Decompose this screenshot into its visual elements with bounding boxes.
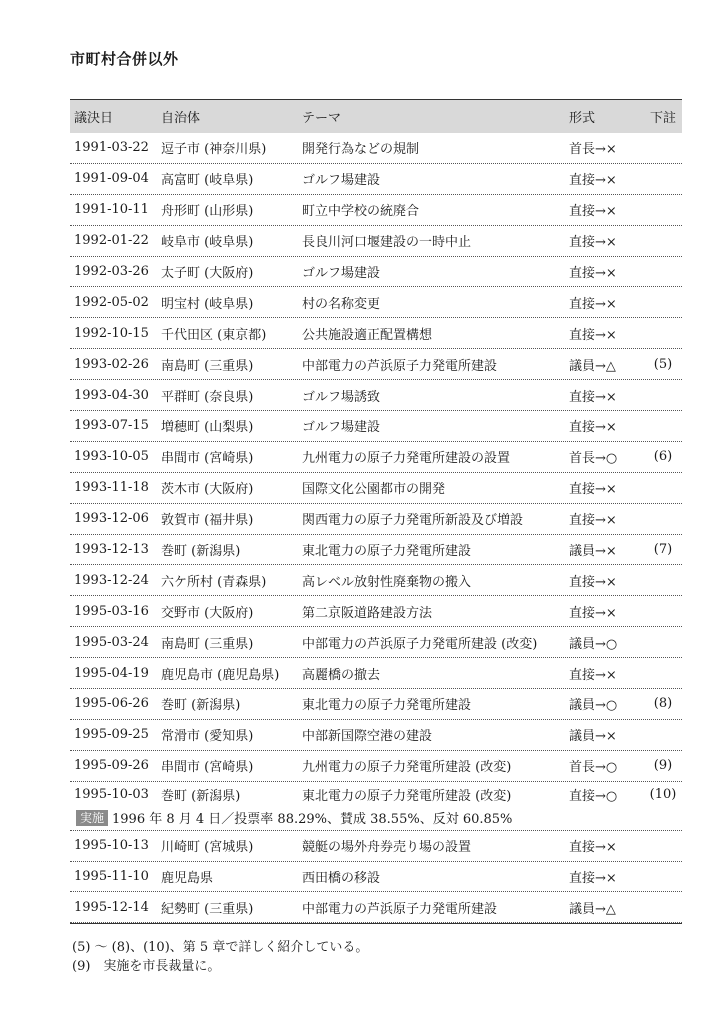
cell-date: 1992-01-22: [74, 233, 149, 249]
cell-date: 1992-03-26: [74, 264, 149, 279]
cell-form: 議員→△: [569, 901, 616, 917]
table-row: [70, 627, 682, 658]
cell-municipality: 千代田区 (東京都): [161, 327, 267, 343]
table-row: [70, 892, 682, 923]
table-body-part1: [70, 133, 682, 782]
cell-form: 直接→○: [569, 789, 618, 805]
cell-municipality: 敦賀市 (福井県): [161, 513, 254, 529]
cell-date: 1995-10-03: [74, 787, 149, 803]
cell-form: 直接→×: [569, 389, 617, 405]
table-row: [70, 565, 682, 596]
cell-municipality: 鹿児島市 (鹿児島県): [161, 667, 280, 683]
table-row: [70, 535, 682, 566]
cell-theme: ゴルフ場建設: [302, 420, 381, 436]
table-row: [70, 442, 682, 473]
header-municipality: 自治体: [161, 111, 201, 126]
cell-date: 1993-07-15: [74, 418, 149, 434]
table-row: [70, 133, 682, 164]
cell-form: 直接→×: [569, 605, 617, 621]
cell-form: 直接→×: [569, 173, 617, 189]
cell-date: 1993-11-18: [74, 480, 149, 496]
cell-form: 直接→×: [569, 235, 617, 251]
referendum-table: [70, 99, 682, 924]
cell-form: 議員→△: [569, 358, 616, 374]
cell-date: 1995-06-26: [74, 696, 149, 712]
table-row: [70, 862, 682, 893]
cell-date: 1992-10-15: [74, 325, 149, 341]
cell-date: 1995-11-10: [74, 869, 149, 885]
cell-date: 1993-12-06: [74, 511, 149, 527]
cell-form: 首長→×: [569, 142, 617, 158]
cell-form: 直接→×: [569, 327, 617, 343]
cell-date: 1995-03-24: [74, 634, 149, 650]
footnote-line: (9) 実施を市長裁量に。: [72, 959, 221, 974]
cell-date: 1991-09-04: [74, 171, 149, 187]
cell-theme: 開発行為などの規制: [302, 142, 420, 158]
table-row: [70, 257, 682, 288]
cell-date: 1995-09-25: [74, 727, 149, 743]
cell-footnote: (6): [653, 449, 673, 465]
cell-municipality: 平群町 (奈良県): [161, 389, 254, 405]
table-row: [70, 658, 682, 689]
cell-form: 議員→×: [569, 729, 617, 745]
footnotes: [72, 938, 368, 976]
table-row: [70, 380, 682, 411]
cell-municipality: 巻町 (新潟県): [161, 544, 241, 560]
cell-theme: ゴルフ場誘致: [302, 389, 381, 405]
cell-municipality: 高富町 (岐阜県): [161, 173, 254, 189]
cell-form: 直接→×: [569, 574, 617, 590]
vote-result-note: 1996 年 8 月 4 日／投票率 88.29%、賛成 38.55%、反対 60.85%: [112, 812, 513, 828]
cell-theme: 町立中学校の統廃合: [302, 204, 420, 220]
cell-municipality: 増穂町 (山梨県): [161, 420, 254, 436]
cell-theme: 関西電力の原子力発電所新設及び増設: [302, 513, 524, 529]
cell-municipality: 常滑市 (愛知県): [161, 729, 254, 745]
cell-form: 議員→×: [569, 544, 617, 560]
cell-theme: 村の名称変更: [302, 296, 381, 312]
cell-municipality: 川崎町 (宮城県): [161, 840, 254, 856]
cell-date: 1995-12-14: [74, 899, 149, 915]
cell-form: 直接→×: [569, 840, 617, 856]
cell-form: 首長→○: [569, 760, 618, 776]
cell-municipality: 六ケ所村 (青森県): [161, 574, 267, 590]
cell-theme: 高レベル放射性廃棄物の搬入: [302, 574, 472, 590]
table-body-part2: [70, 831, 682, 924]
cell-theme: 競艇の場外舟券売り場の設置: [302, 840, 472, 856]
cell-municipality: 交野市 (大阪府): [161, 605, 254, 621]
header-footnote: 下註: [649, 111, 676, 126]
cell-date: 1993-04-30: [74, 387, 149, 403]
cell-date: 1995-10-13: [74, 838, 149, 854]
cell-footnote: (9): [653, 758, 673, 774]
cell-theme: 東北電力の原子力発電所建設: [302, 698, 472, 714]
page-title: 市町村合併以外: [70, 50, 179, 68]
cell-form: 直接→×: [569, 296, 617, 312]
table-row: [70, 411, 682, 442]
cell-form: 直接→×: [569, 266, 617, 281]
cell-form: 議員→○: [569, 636, 618, 652]
cell-date: 1993-10-05: [74, 449, 149, 465]
cell-theme: 中部電力の芦浜原子力発電所建設: [302, 358, 498, 374]
cell-theme: 国際文化公園都市の開発: [302, 482, 446, 498]
table-row: [70, 831, 682, 862]
cell-date: 1991-03-22: [74, 140, 149, 156]
cell-date: 1993-12-13: [74, 542, 149, 558]
table-row: [70, 720, 682, 751]
table-row: [70, 504, 682, 535]
cell-form: 直接→×: [569, 420, 617, 436]
cell-municipality: 舟形町 (山形県): [161, 204, 254, 220]
table-row: [70, 226, 682, 257]
cell-form: 議員→○: [569, 698, 618, 714]
cell-date: 1995-03-16: [74, 603, 149, 619]
cell-municipality: 茨木市 (大阪府): [161, 482, 254, 498]
cell-municipality: 鹿児島県: [161, 871, 214, 887]
cell-theme: 長良川河口堰建設の一時中止: [302, 235, 472, 251]
cell-municipality: 巻町 (新潟県): [161, 789, 241, 805]
table-row: [70, 689, 682, 720]
cell-municipality: 巻町 (新潟県): [161, 698, 241, 714]
table-row: [70, 596, 682, 627]
cell-municipality: 明宝村 (岐阜県): [161, 296, 254, 312]
cell-municipality: 紀勢町 (三重県): [161, 901, 254, 917]
cell-theme: 高麗橋の撤去: [302, 667, 381, 683]
cell-municipality: 南島町 (三重県): [161, 358, 254, 374]
cell-date: 1995-09-26: [74, 758, 149, 774]
cell-footnote: (8): [653, 696, 673, 712]
cell-form: 直接→×: [569, 513, 617, 529]
cell-municipality: 太子町 (大阪府): [161, 266, 254, 281]
header-form: 形式: [569, 111, 596, 126]
cell-theme: 西田橋の移設: [302, 871, 381, 887]
implemented-badge: 実施: [76, 810, 108, 826]
cell-theme: 中部電力の芦浜原子力発電所建設: [302, 901, 498, 917]
cell-form: 首長→○: [569, 451, 618, 467]
cell-municipality: 串間市 (宮崎県): [161, 451, 254, 467]
cell-theme: 中部電力の芦浜原子力発電所建設 (改変): [302, 636, 538, 652]
cell-theme: 九州電力の原子力発電所建設 (改変): [302, 760, 512, 776]
cell-municipality: 岐阜市 (岐阜県): [161, 235, 254, 251]
table-row: [70, 751, 682, 782]
cell-form: 直接→×: [569, 482, 617, 498]
cell-form: 直接→×: [569, 667, 617, 683]
cell-date: 1992-05-02: [74, 294, 149, 310]
cell-theme: 公共施設適正配置構想: [302, 327, 433, 343]
footnote-line: (5) ～ (8)、(10)、第 5 章で詳しく紹介している。: [72, 940, 369, 955]
table-header: [70, 100, 682, 133]
table-row-with-note: [70, 782, 682, 831]
table-row: [70, 195, 682, 226]
cell-date: 1993-12-24: [74, 572, 149, 588]
header-date: 議決日: [74, 111, 114, 126]
cell-theme: 東北電力の原子力発電所建設: [302, 544, 472, 560]
table-row: [70, 349, 682, 380]
cell-municipality: 南島町 (三重県): [161, 636, 254, 652]
table-row: [70, 287, 682, 318]
cell-form: 直接→×: [569, 871, 617, 887]
cell-theme: 中部新国際空港の建設: [302, 729, 433, 745]
cell-theme: ゴルフ場建設: [302, 173, 381, 189]
cell-date: 1993-02-26: [74, 356, 149, 372]
header-theme: テーマ: [302, 111, 342, 126]
cell-date: 1991-10-11: [74, 202, 149, 218]
cell-theme: 第二京阪道路建設方法: [302, 605, 433, 621]
table-row: [70, 164, 682, 195]
cell-municipality: 逗子市 (神奈川県): [161, 142, 267, 158]
table-row: [70, 473, 682, 504]
cell-date: 1995-04-19: [74, 665, 149, 681]
table-row: [70, 318, 682, 349]
cell-footnote: (10): [649, 787, 677, 803]
cell-theme: ゴルフ場建設: [302, 266, 381, 281]
cell-footnote: (5): [653, 356, 673, 372]
cell-municipality: 串間市 (宮崎県): [161, 760, 254, 776]
cell-theme: 東北電力の原子力発電所建設 (改変): [302, 789, 512, 805]
cell-form: 直接→×: [569, 204, 617, 220]
cell-theme: 九州電力の原子力発電所建設の設置: [302, 451, 511, 467]
cell-footnote: (7): [653, 542, 673, 558]
